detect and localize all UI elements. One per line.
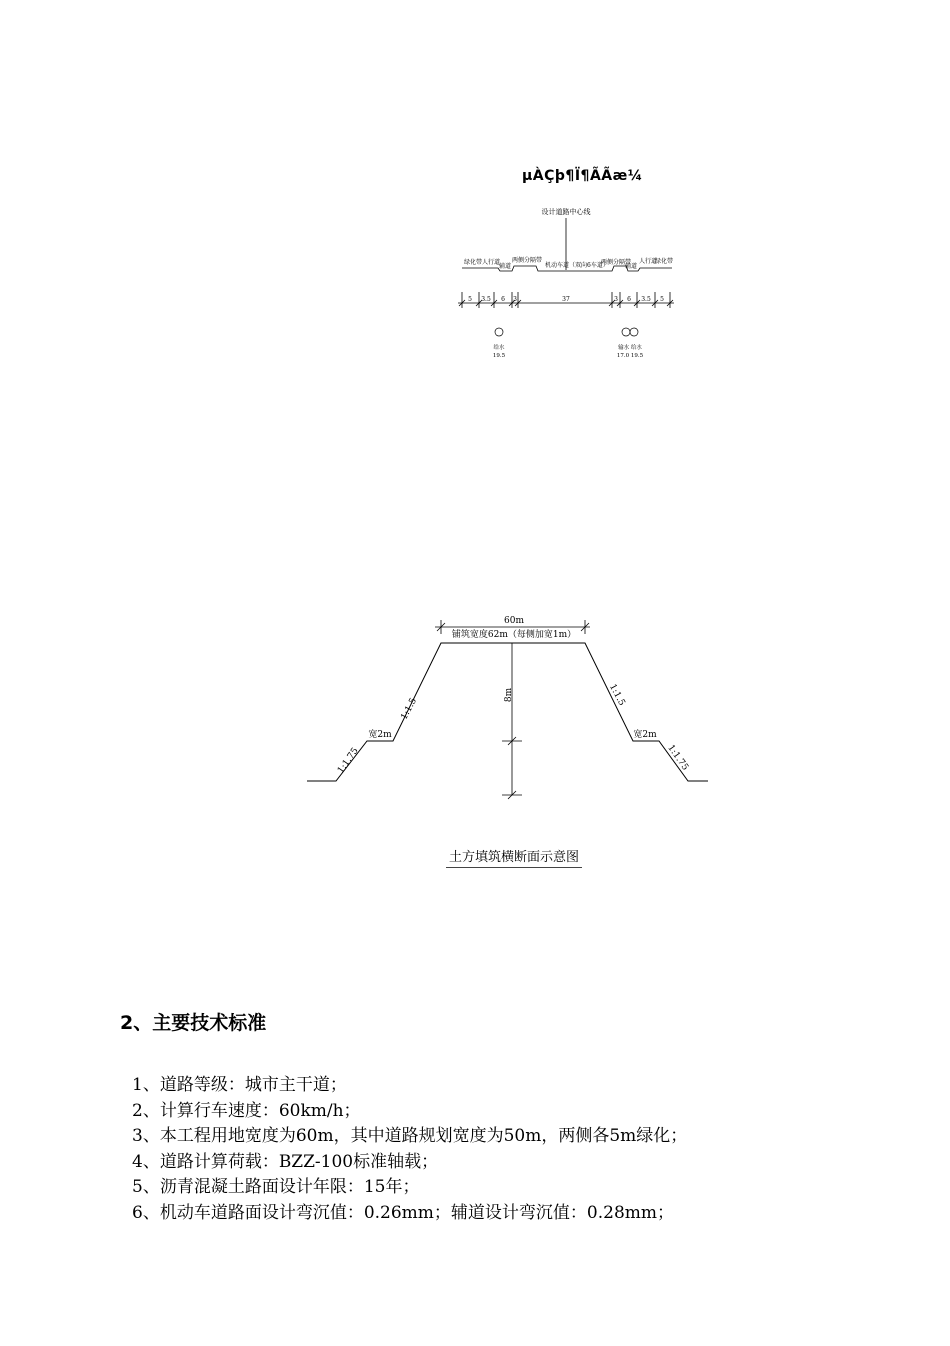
dimension-7: 6 xyxy=(627,296,631,303)
dimension-2: 3.5 xyxy=(481,296,491,303)
zone-label-2: 辅道 xyxy=(499,263,512,270)
top-width-label: 60m xyxy=(504,616,524,626)
pipe-left xyxy=(495,328,503,336)
zone-label-4: 机动车道（双向6车道） xyxy=(545,262,609,269)
list-item: 1、道路等级：城市主干道； xyxy=(132,1075,347,1095)
berm-right: 宽2m xyxy=(633,730,657,740)
berm-left: 宽2m xyxy=(368,730,392,740)
height-label: 8m xyxy=(504,687,514,703)
zone-label-1: 绿化带人行道 xyxy=(464,259,501,266)
embankment-profile xyxy=(307,643,708,781)
embankment-diagram xyxy=(0,600,950,840)
figure-caption: 土方填筑横断面示意图 xyxy=(446,846,582,868)
lower-slope-right: 1:1.75 xyxy=(665,743,690,773)
fill-width-label: 铺筑宽度62m（每侧加宽1m） xyxy=(451,630,577,640)
list-item: 5、沥青混凝土路面设计年限：15年； xyxy=(132,1177,420,1198)
pipe-right-1 xyxy=(622,328,630,336)
standards-list xyxy=(132,1073,687,1227)
lower-slope-left: 1:1.75 xyxy=(336,746,361,776)
upper-slope-left: 1:1.5 xyxy=(399,696,420,722)
zone-label-6: 辅道 xyxy=(625,263,638,270)
list-item: 6、机动车道路面设计弯沉值：0.26mm；辅道设计弯沉值：0.28mm； xyxy=(132,1202,674,1223)
dimension-3: 6 xyxy=(501,296,505,303)
upper-slope-right: 1:1.5 xyxy=(606,682,627,708)
road-cross-section-diagram xyxy=(0,0,950,400)
dimension-1: 5 xyxy=(468,296,472,303)
cross-section-title: µÀÇþ¶Ï¶ÃÃæ¼ xyxy=(522,168,643,184)
dimension-5: 37 xyxy=(562,296,570,303)
dimension-9: 5 xyxy=(660,296,664,303)
dimension-8: 3.5 xyxy=(641,296,651,303)
pipe-right-values: 17.0 19.5 xyxy=(616,353,644,359)
pipe-left-value: 19.5 xyxy=(492,353,506,359)
list-item: 4、道路计算荷载：BZZ-100标准轴载； xyxy=(132,1151,439,1172)
dimension-6: 3 xyxy=(614,296,618,303)
zone-label-5: 两侧分隔带 xyxy=(601,259,632,266)
centerline-label: 设计道路中心线 xyxy=(541,208,591,216)
pipe-left-name: 给水 xyxy=(493,345,505,351)
list-item: 2、计算行车速度：60km/h； xyxy=(132,1100,361,1121)
zone-label-3: 两侧分隔带 xyxy=(512,257,543,264)
pipe-right-names: 输水 给水 xyxy=(618,345,642,351)
section-title: 2、主要技术标准 xyxy=(120,1012,267,1034)
list-item: 3、本工程用地宽度为60m，其中道路规划宽度为50m，两侧各5m绿化； xyxy=(132,1126,688,1147)
zone-label-7: 人行道 xyxy=(639,258,658,265)
dimension-4: 3 xyxy=(513,296,517,303)
pipe-right-2 xyxy=(630,328,638,336)
zone-label-8: 绿化带 xyxy=(655,258,674,265)
